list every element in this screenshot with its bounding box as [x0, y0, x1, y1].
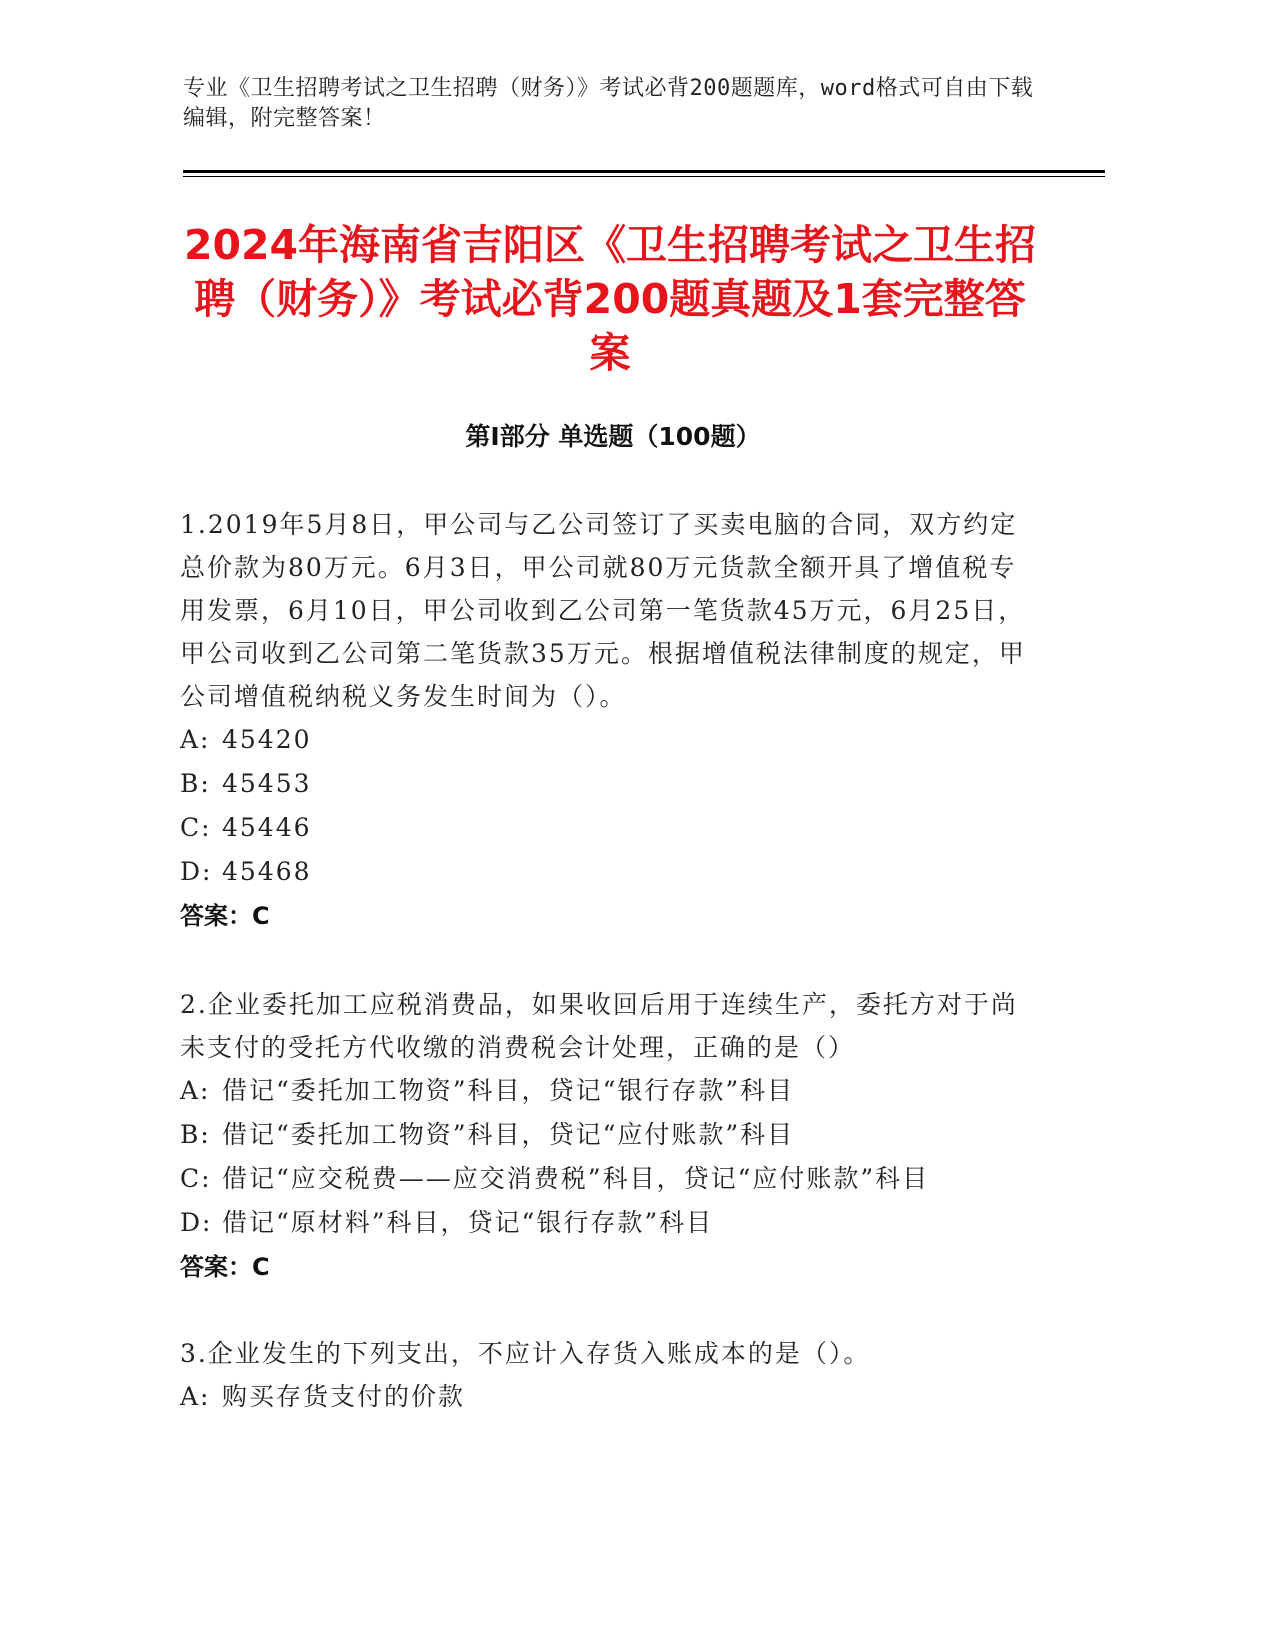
document-title: 2024年海南省吉阳区《卫生招聘考试之卫生招聘（财务）》考试必背200题真题及1套完整答案 — [183, 221, 1037, 377]
section-title: 第I部分 单选题（100题） — [465, 422, 761, 451]
answer: 答案：C — [180, 902, 270, 930]
option-text: 45420 — [222, 725, 312, 754]
option-b — [180, 1113, 1040, 1157]
question-2 — [180, 983, 1040, 1289]
question-stem: 2.企业委托加工应税消费品，如果收回后用于连续生产，委托方对于尚未支付的受托方代收缴的消费税会计处理，正确的是（） — [180, 990, 1018, 1062]
option-text: 45446 — [222, 813, 312, 842]
option-a — [180, 1069, 1040, 1113]
option-key: A: — [180, 1076, 211, 1105]
option-key: D: — [180, 1208, 213, 1237]
option-d — [180, 1201, 1040, 1245]
header-divider-thick — [183, 170, 1105, 173]
option-d — [180, 850, 1040, 894]
option-key: A: — [180, 725, 211, 754]
option-key: B: — [180, 769, 211, 798]
question-1 — [180, 503, 1040, 938]
question-3 — [180, 1332, 1040, 1419]
option-text: 购买存货支付的价款 — [222, 1382, 466, 1411]
option-text: 借记“原材料”科目，贷记“银行存款”科目 — [222, 1208, 714, 1237]
option-text: 45453 — [222, 769, 312, 798]
option-key: D: — [180, 857, 213, 886]
option-c — [180, 1157, 1040, 1201]
header-note: 专业《卫生招聘考试之卫生招聘（财务）》考试必背200题题库，word格式可自由下载编辑，附完整答案！ — [183, 76, 1034, 131]
option-b — [180, 762, 1040, 806]
option-a — [180, 718, 1040, 762]
header-divider-thin — [183, 176, 1105, 177]
option-key: B: — [180, 1120, 211, 1149]
option-c — [180, 806, 1040, 850]
question-stem: 3.企业发生的下列支出，不应计入存货入账成本的是（）。 — [180, 1339, 871, 1368]
option-text: 借记“应交税费——应交消费税”科目，贷记“应付账款”科目 — [222, 1164, 930, 1193]
option-key: C: — [180, 1164, 212, 1193]
option-key: A: — [180, 1382, 211, 1411]
option-a — [180, 1375, 1040, 1419]
option-key: C: — [180, 813, 212, 842]
option-text: 借记“委托加工物资”科目，贷记“应付账款”科目 — [222, 1120, 795, 1149]
question-stem: 1.2019年5月8日，甲公司与乙公司签订了买卖电脑的合同，双方约定总价款为80万元。6月3日，甲公司就80万元货款全额开具了增值税专用发票，6月10日，甲公司收到乙公司第一笔货款45万元，6月25日，甲公司收到乙公司第二笔货款35万元。根据增值税法律制度的规定，甲公司增值税纳税义务发生时间为（）。 — [180, 510, 1026, 711]
option-text: 借记“委托加工物资”科目，贷记“银行存款”科目 — [222, 1076, 795, 1105]
option-text: 45468 — [222, 857, 312, 886]
answer: 答案：C — [180, 1253, 270, 1281]
